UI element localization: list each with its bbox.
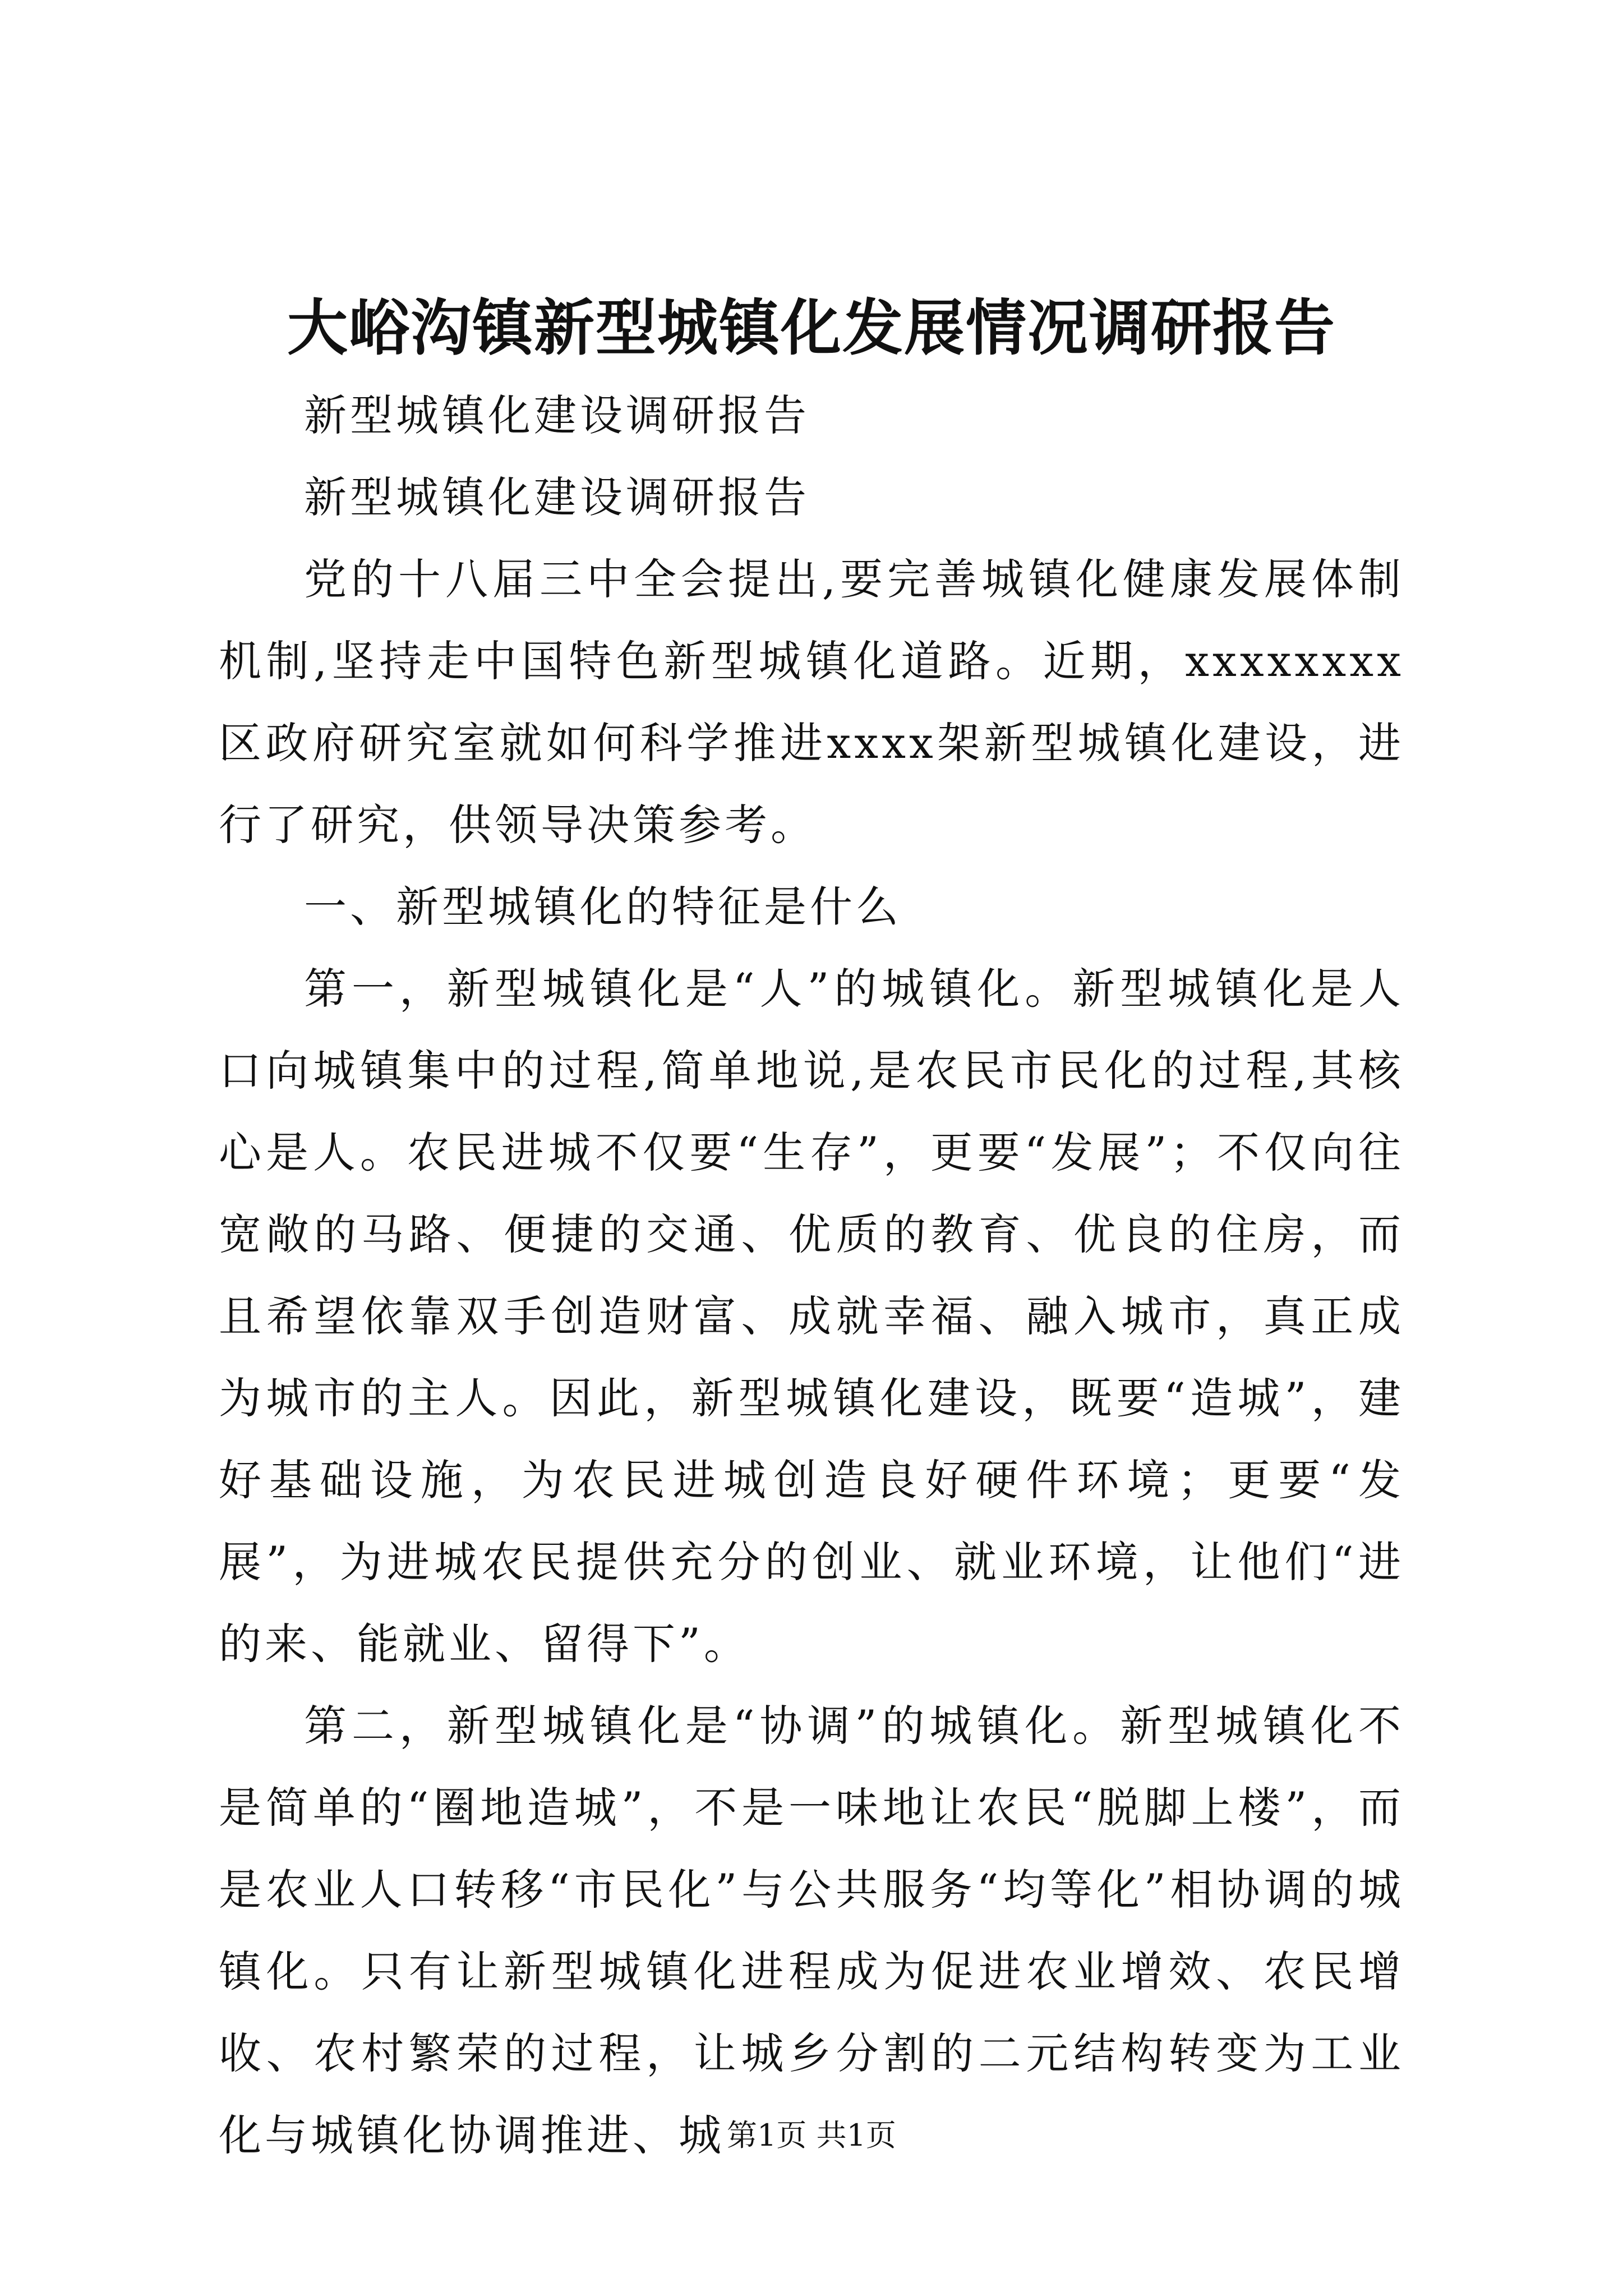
body-paragraph: 第一，新型城镇化是“人”的城镇化。新型城镇化是人口向城镇集中的过程,简单地说,是农民市民化的过程,其核心是人。农民进城不仅要“生存”，更要“发展”；不仅向往宽敞的马路、便捷的交通、优质的教育、优良的住房，而且希望依靠双手创造财富、成就幸福、融入城市，真正成为城市的主人。因此，新型城镇化建设，既要“造城”，建好基础设施，为农民进城创造良好硬件环境；更要“发展”，为进城农民提供充分的创业、就业环境，让他们“进的来、能就业、留得下”。 bbox=[219, 964, 1404, 1669]
body-paragraph: 党的十八届三中全会提出,要完善城镇化健康发展体制机制,坚持走中国特色新型城镇化道路。近期，xxxxxxxx区政府研究室就如何科学推进xxxx架新型城镇化建设，进行了研究，供领导决策参考。 bbox=[219, 554, 1404, 850]
section-heading: 一、新型城镇化的特征是什么 bbox=[304, 882, 902, 932]
body-paragraph: 第二，新型城镇化是“协调”的城镇化。新型城镇化不是简单的“圈地造城”，不是一味地让农民“脱脚上楼”，而是农业人口转移“市民化”与公共服务“均等化”相协调的城镇化。只有让新型城镇化进程成为促进农业增效、农民增收、农村繁荣的过程，让城乡分割的二元结构转变为工业化与城镇化协调推进、城 bbox=[219, 1701, 1404, 2160]
page-footer: 第1页 共1页 bbox=[727, 2118, 896, 2153]
subtitle-paragraph: 新型城镇化建设调研报告 bbox=[304, 390, 810, 440]
document-body bbox=[219, 375, 1404, 2177]
subtitle-paragraph: 新型城镇化建设调研报告 bbox=[304, 472, 810, 522]
document-title: 大峪沟镇新型城镇化发展情况调研报告 bbox=[287, 293, 1336, 364]
